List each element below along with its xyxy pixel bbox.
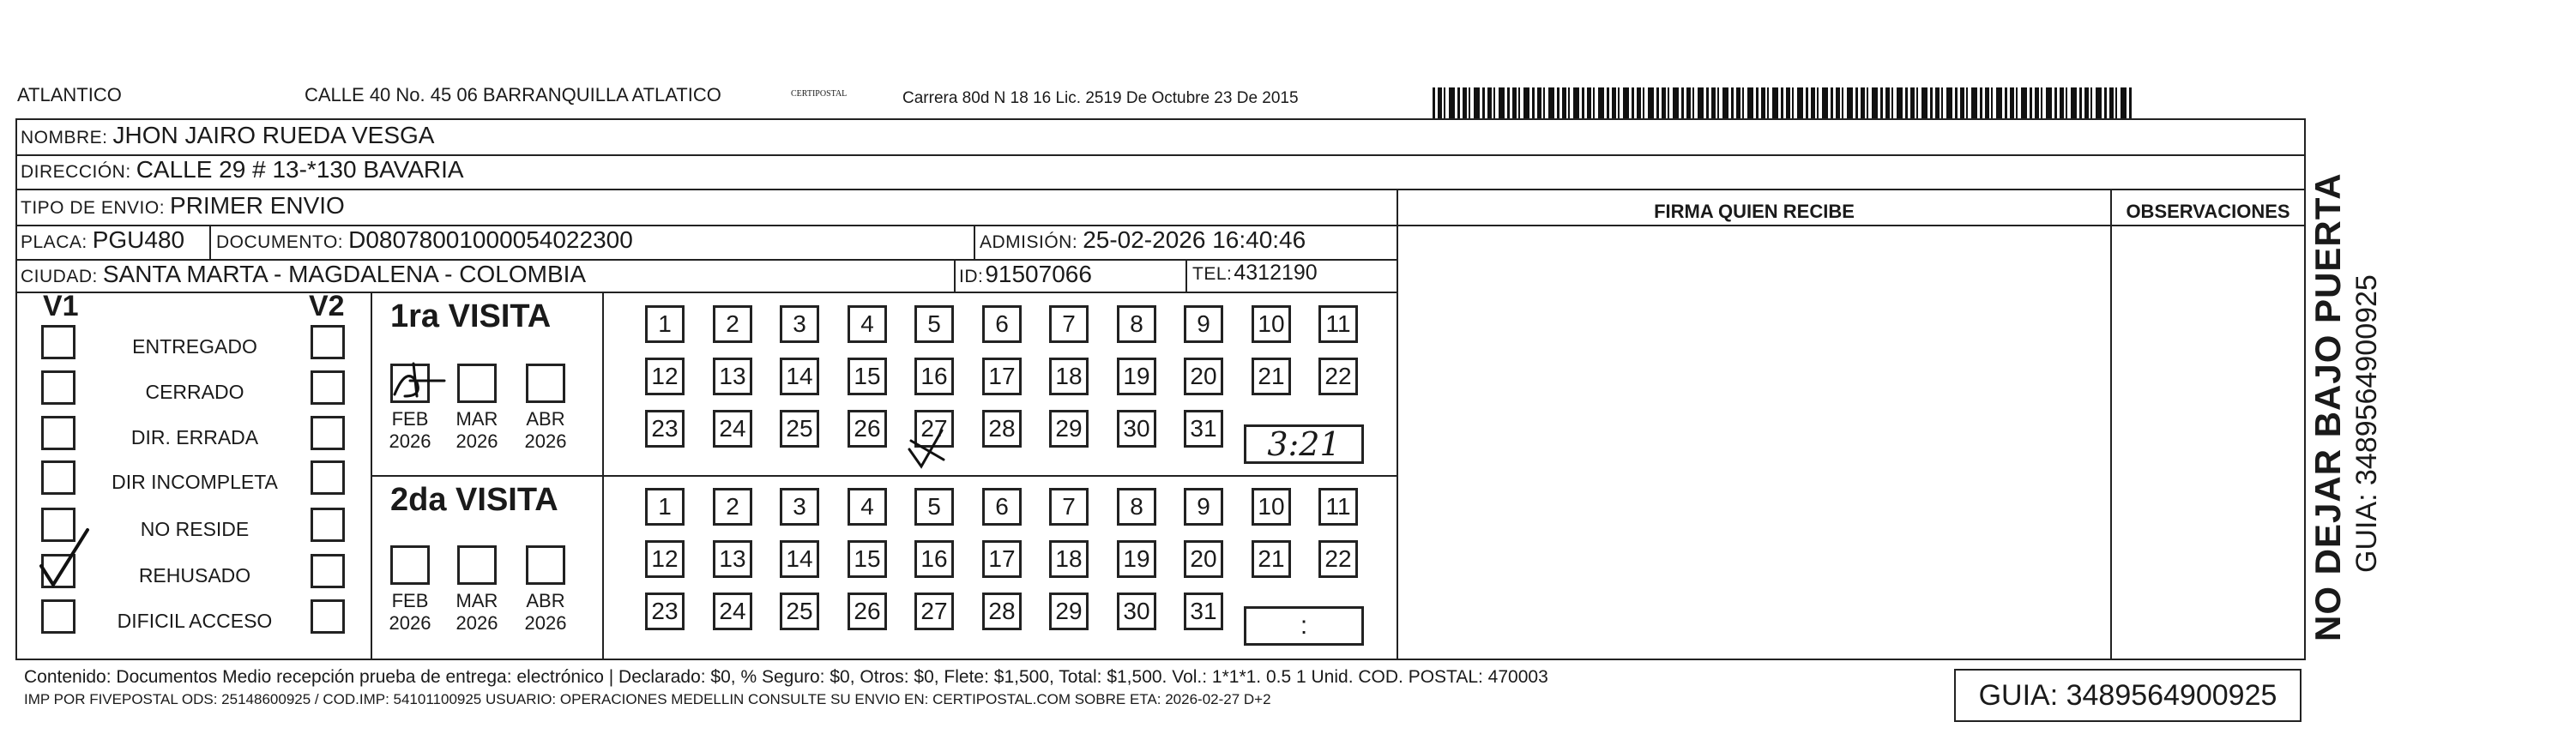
- visit1-day-box[interactable]: 26: [848, 410, 887, 448]
- visit1-day-box[interactable]: 3: [780, 305, 819, 343]
- month-name: FEB: [391, 590, 429, 611]
- visit1-time[interactable]: 3:21: [1244, 424, 1364, 464]
- placa-field: [21, 226, 184, 254]
- visit2-day-box[interactable]: 3: [780, 488, 819, 526]
- tipo-envio-label: TIPO DE ENVIO:: [21, 198, 166, 218]
- guia-number-box: GUIA: 3489564900925: [1954, 669, 2302, 722]
- tel-label: TEL:: [1192, 264, 1233, 284]
- no-dejar-bajo-puerta-text: NO DEJAR BAJO PUERTA: [2308, 172, 2348, 641]
- region-label: ATLANTICO: [17, 84, 122, 105]
- reason-label: DIR INCOMPLETA: [112, 471, 278, 493]
- visit2-day-box[interactable]: 24: [713, 593, 752, 630]
- month-year: 2026: [389, 612, 431, 634]
- id-field: [959, 261, 1092, 288]
- column-divider: [1185, 259, 1187, 292]
- visit2-day-box[interactable]: 5: [914, 488, 954, 526]
- visit1-day-box[interactable]: 19: [1117, 358, 1156, 395]
- reason-label: DIFICIL ACCESO: [117, 610, 273, 632]
- visit2-day-box[interactable]: 30: [1117, 593, 1156, 630]
- visit2-day-box[interactable]: 23: [645, 593, 685, 630]
- visit1-month-label: [516, 408, 576, 453]
- visit1-month-checkbox[interactable]: [526, 364, 565, 403]
- month-year: 2026: [389, 430, 431, 452]
- ciudad-label: CIUDAD:: [21, 267, 98, 286]
- visit1-day-box[interactable]: 31: [1184, 410, 1223, 448]
- visit1-day-box[interactable]: 29: [1049, 410, 1089, 448]
- visit2-day-box[interactable]: 26: [848, 593, 887, 630]
- visit1-day-box[interactable]: 21: [1252, 358, 1291, 395]
- feb-check-mark: [388, 358, 449, 406]
- visit1-day-box[interactable]: 17: [982, 358, 1022, 395]
- month-year: 2026: [524, 430, 567, 452]
- row-divider: [15, 189, 2306, 190]
- visit2-day-box[interactable]: 7: [1049, 488, 1089, 526]
- visit1-day-box[interactable]: 18: [1049, 358, 1089, 395]
- visit2-day-box[interactable]: 10: [1252, 488, 1291, 526]
- visit1-month-checkbox[interactable]: [457, 364, 497, 403]
- visit1-day-box[interactable]: 24: [713, 410, 752, 448]
- id-label: ID:: [959, 267, 984, 286]
- visit2-day-box[interactable]: 28: [982, 593, 1022, 630]
- column-divider: [2110, 190, 2112, 659]
- ciudad-value: SANTA MARTA - MAGDALENA - COLOMBIA: [102, 261, 587, 287]
- reason-label: ENTREGADO: [132, 335, 257, 358]
- tel-value: 4312190: [1234, 261, 1318, 285]
- license-text: Carrera 80d N 18 16 Lic. 2519 De Octubre 23 De 2015: [902, 89, 1299, 107]
- row-divider: [1397, 225, 2306, 226]
- visit1-day-box[interactable]: 2: [713, 305, 752, 343]
- documento-value: D08078001000054022300: [348, 226, 633, 253]
- column-divider: [954, 259, 956, 292]
- column-divider: [209, 225, 211, 259]
- visit1-day-box[interactable]: 22: [1318, 358, 1358, 395]
- visit2-day-box[interactable]: 1: [645, 488, 685, 526]
- visit1-day-box[interactable]: 5: [914, 305, 954, 343]
- observaciones-heading: OBSERVACIONES: [2126, 201, 2290, 222]
- visit2-day-box[interactable]: 12: [645, 540, 685, 578]
- month-name: MAR: [455, 590, 498, 611]
- visit1-day-box[interactable]: 27: [914, 410, 954, 448]
- visit2-time[interactable]: :: [1244, 606, 1364, 646]
- nombre-value: JHON JAIRO RUEDA VESGA: [112, 122, 435, 148]
- visit1-day-box[interactable]: 15: [848, 358, 887, 395]
- visit1-month-label: [380, 408, 440, 453]
- row-divider: [371, 475, 1398, 477]
- visit1-day-box[interactable]: 16: [914, 358, 954, 395]
- tipo-envio-value: PRIMER ENVIO: [170, 192, 345, 219]
- day27-check-mark: [904, 425, 950, 472]
- admision-label: ADMISIÓN:: [980, 232, 1078, 252]
- visit1-day-box[interactable]: 1: [645, 305, 685, 343]
- month-year: 2026: [455, 612, 498, 634]
- visit2-day-box[interactable]: 11: [1318, 488, 1358, 526]
- v2-heading: V2: [309, 290, 345, 322]
- office-address: CALLE 40 No. 45 06 BARRANQUILLA ATLATICO: [305, 84, 721, 105]
- visit1-day-box[interactable]: 7: [1049, 305, 1089, 343]
- visit1-day-box[interactable]: 9: [1184, 305, 1223, 343]
- visit2-month-checkbox[interactable]: [390, 545, 430, 585]
- visit2-day-box[interactable]: 27: [914, 593, 954, 630]
- documento-label: DOCUMENTO:: [216, 232, 344, 252]
- ciudad-field: [21, 261, 586, 288]
- visit1-month-label: [447, 408, 507, 453]
- row-divider: [15, 659, 2306, 660]
- visit1-day-box[interactable]: 11: [1318, 305, 1358, 343]
- visit2-day-box[interactable]: 9: [1184, 488, 1223, 526]
- visit1-day-box[interactable]: 13: [713, 358, 752, 395]
- nombre-label: NOMBRE:: [21, 128, 108, 147]
- firma-heading: FIRMA QUIEN RECIBE: [1654, 201, 1855, 222]
- direccion-label: DIRECCIÓN:: [21, 162, 131, 182]
- tipo-envio-field: [21, 192, 345, 220]
- observations-area[interactable]: [2114, 228, 2304, 657]
- visit2-day-box[interactable]: 25: [780, 593, 819, 630]
- signature-area[interactable]: [1402, 228, 2107, 657]
- reason-label: NO RESIDE: [140, 518, 250, 540]
- row-divider: [15, 292, 1398, 293]
- visit2-day-box[interactable]: 20: [1184, 540, 1223, 578]
- reason-label: REHUSADO: [138, 564, 251, 587]
- visit2-day-box[interactable]: 14: [780, 540, 819, 578]
- visit2-day-box[interactable]: 17: [982, 540, 1022, 578]
- visit2-day-box[interactable]: 22: [1318, 540, 1358, 578]
- certipostal-logo: CERTIPOSTAL: [791, 89, 848, 99]
- month-name: MAR: [455, 408, 498, 430]
- visit1-title: 1ra VISITA: [390, 298, 552, 334]
- placa-value: PGU480: [92, 226, 185, 253]
- side-guia-text: GUIA: 3489564900925: [2350, 274, 2383, 573]
- visit2-day-box[interactable]: 18: [1049, 540, 1089, 578]
- print-info: IMP POR FIVEPOSTAL ODS: 25148600925 / COD.IMP: 54101100925 USUARIO: OPERACIONES MEDELLIN CONSULTE SU ENVIO EN: CERTIPOSTAL.COM SOBRE ETA: 2026-02-27 D+2: [24, 691, 1271, 707]
- visit1-day-box[interactable]: 8: [1117, 305, 1156, 343]
- column-divider: [1397, 190, 1398, 659]
- barcode: [1433, 87, 2132, 118]
- visit2-title: 2da VISITA: [390, 482, 558, 518]
- column-divider: [974, 225, 975, 259]
- visit1-day-box[interactable]: 25: [780, 410, 819, 448]
- v1-heading: V1: [43, 290, 79, 322]
- visit1-day-box[interactable]: 20: [1184, 358, 1223, 395]
- visit1-day-box[interactable]: 10: [1252, 305, 1291, 343]
- direccion-field: [21, 156, 464, 183]
- visit2-day-box[interactable]: 16: [914, 540, 954, 578]
- visit2-day-box[interactable]: 31: [1184, 593, 1223, 630]
- visit2-day-box[interactable]: 13: [713, 540, 752, 578]
- id-value: 91507066: [985, 261, 1092, 287]
- visit2-month-label: [447, 590, 507, 635]
- month-year: 2026: [524, 612, 567, 634]
- month-name: ABR: [526, 408, 565, 430]
- reason-label: CERRADO: [145, 381, 244, 403]
- visit2-day-box[interactable]: 2: [713, 488, 752, 526]
- visit2-month-label: [380, 590, 440, 635]
- visit2-day-box[interactable]: 19: [1117, 540, 1156, 578]
- admision-value: 25-02-2026 16:40:46: [1083, 226, 1306, 253]
- documento-field: [216, 226, 633, 254]
- tel-field: [1192, 261, 1318, 286]
- placa-label: PLACA:: [21, 232, 87, 252]
- visit2-month-label: [516, 590, 576, 635]
- visit1-day-box[interactable]: 28: [982, 410, 1022, 448]
- visit1-day-box[interactable]: 14: [780, 358, 819, 395]
- visit2-day-box[interactable]: 21: [1252, 540, 1291, 578]
- visit2-day-box[interactable]: 15: [848, 540, 887, 578]
- visit1-day-box[interactable]: 30: [1117, 410, 1156, 448]
- nombre-field: [21, 122, 434, 149]
- rehusado-check-mark: [34, 523, 103, 592]
- month-name: ABR: [526, 590, 565, 611]
- visit2-day-box[interactable]: 8: [1117, 488, 1156, 526]
- admision-field: [980, 226, 1306, 254]
- reason-label: DIR. ERRADA: [130, 426, 259, 448]
- visit2-day-box[interactable]: 4: [848, 488, 887, 526]
- visit2-month-checkbox[interactable]: [526, 545, 565, 585]
- visit1-day-box[interactable]: 6: [982, 305, 1022, 343]
- visit2-day-box[interactable]: 29: [1049, 593, 1089, 630]
- visit1-day-box[interactable]: 23: [645, 410, 685, 448]
- month-year: 2026: [455, 430, 498, 452]
- visit1-day-box[interactable]: 4: [848, 305, 887, 343]
- visit1-day-box[interactable]: 12: [645, 358, 685, 395]
- month-name: FEB: [391, 408, 429, 430]
- contents-summary: Contenido: Documentos Medio recepción prueba de entrega: electrónico | Declarado: $0, % Seguro: $0, Otros: $0, Flete: $1,500, Total: $1,500. Vol.: 1*1*1. 0.5 1 Unid. COD. POSTAL: 470003: [24, 667, 1548, 687]
- direccion-value: CALLE 29 # 13-*130 BAVARIA: [136, 156, 464, 183]
- visit2-month-checkbox[interactable]: [457, 545, 497, 585]
- visit2-day-box[interactable]: 6: [982, 488, 1022, 526]
